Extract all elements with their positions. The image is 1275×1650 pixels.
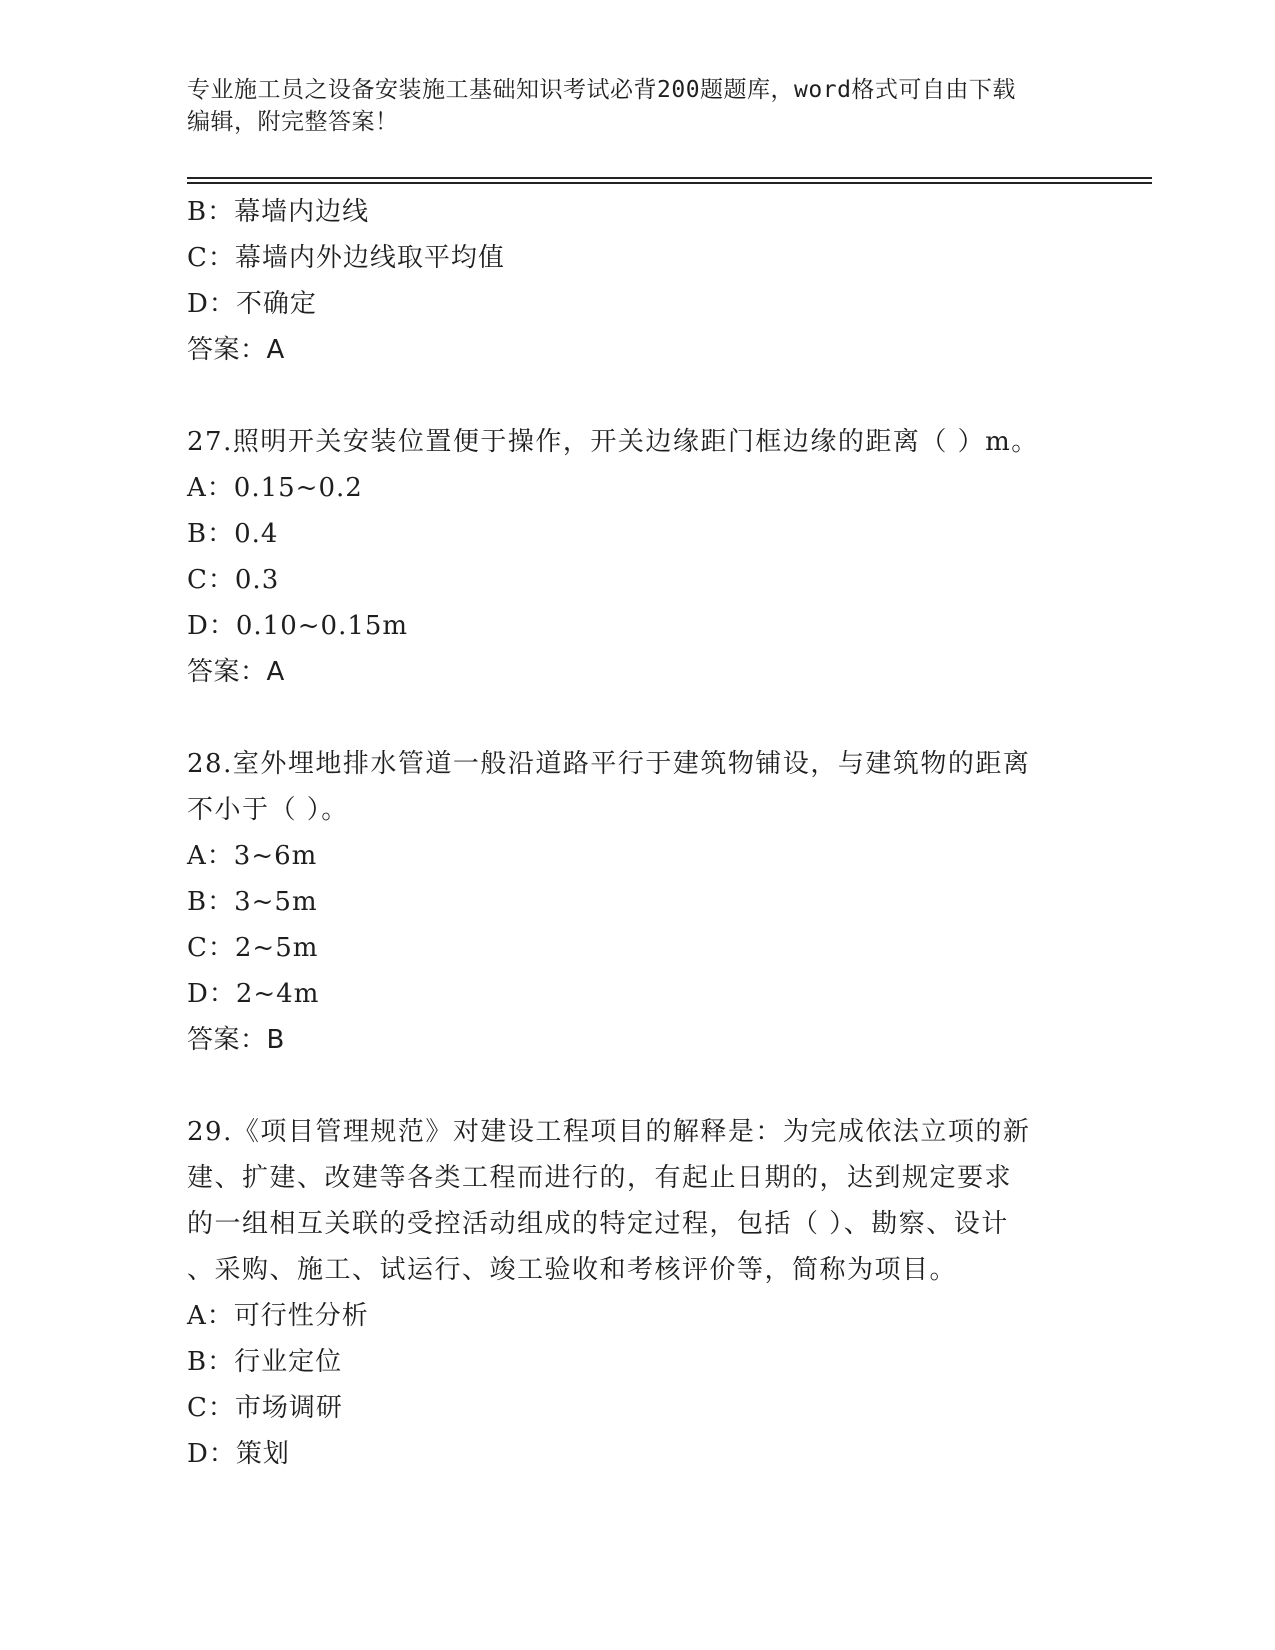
option-line: B：行业定位 — [187, 1347, 343, 1377]
document-header — [187, 74, 1067, 138]
question-28 — [187, 741, 1067, 1063]
option-line: C：市场调研 — [187, 1393, 343, 1423]
spacer — [187, 1063, 1067, 1109]
header-divider-bottom — [187, 182, 1152, 184]
question-stem: 28.室外埋地排水管道一般沿道路平行于建筑物铺设，与建筑物的距离 — [187, 749, 1031, 779]
option-line: A：可行性分析 — [187, 1301, 369, 1331]
prev-question-block — [187, 189, 1067, 373]
option-line: B：3~5m — [187, 887, 318, 917]
answer-line: 答案：A — [187, 335, 285, 365]
option-line: B：0.4 — [187, 519, 279, 549]
question-stem: 27.照明开关安装位置便于操作，开关边缘距门框边缘的距离（ ）m。 — [187, 427, 1039, 457]
spacer — [187, 695, 1067, 741]
option-line: B：幕墙内边线 — [187, 197, 370, 227]
option-line: D：0.10~0.15m — [187, 611, 409, 641]
option-line: D：策划 — [187, 1439, 290, 1469]
question-27 — [187, 419, 1067, 695]
header-divider-top — [187, 177, 1152, 179]
header-line-1: 专业施工员之设备安装施工基础知识考试必背200题题库，word格式可自由下载 — [187, 77, 1016, 103]
question-stem: 29.《项目管理规范》对建设工程项目的解释是：为完成依法立项的新 — [187, 1117, 1031, 1147]
question-stem: 建、扩建、改建等各类工程而进行的，有起止日期的，达到规定要求 — [187, 1163, 1013, 1193]
option-line: A：0.15~0.2 — [187, 473, 363, 503]
question-stem: 不小于（ ）。 — [187, 795, 349, 825]
option-line: D：2~4m — [187, 979, 320, 1009]
question-content — [187, 189, 1067, 1477]
spacer — [187, 373, 1067, 419]
question-stem: 的一组相互关联的受控活动组成的特定过程，包括（ ）、勘察、设计 — [187, 1209, 1009, 1239]
option-line: A：3~6m — [187, 841, 318, 871]
answer-line: 答案：B — [187, 1025, 285, 1055]
option-line: C：幕墙内外边线取平均值 — [187, 243, 505, 273]
header-line-2: 编辑，附完整答案！ — [187, 109, 399, 135]
answer-line: 答案：A — [187, 657, 285, 687]
option-line: C：0.3 — [187, 565, 280, 595]
question-29 — [187, 1109, 1067, 1477]
option-line: D：不确定 — [187, 289, 317, 319]
option-line: C：2~5m — [187, 933, 319, 963]
question-stem: 、采购、施工、试运行、竣工验收和考核评价等，简称为项目。 — [187, 1255, 958, 1285]
